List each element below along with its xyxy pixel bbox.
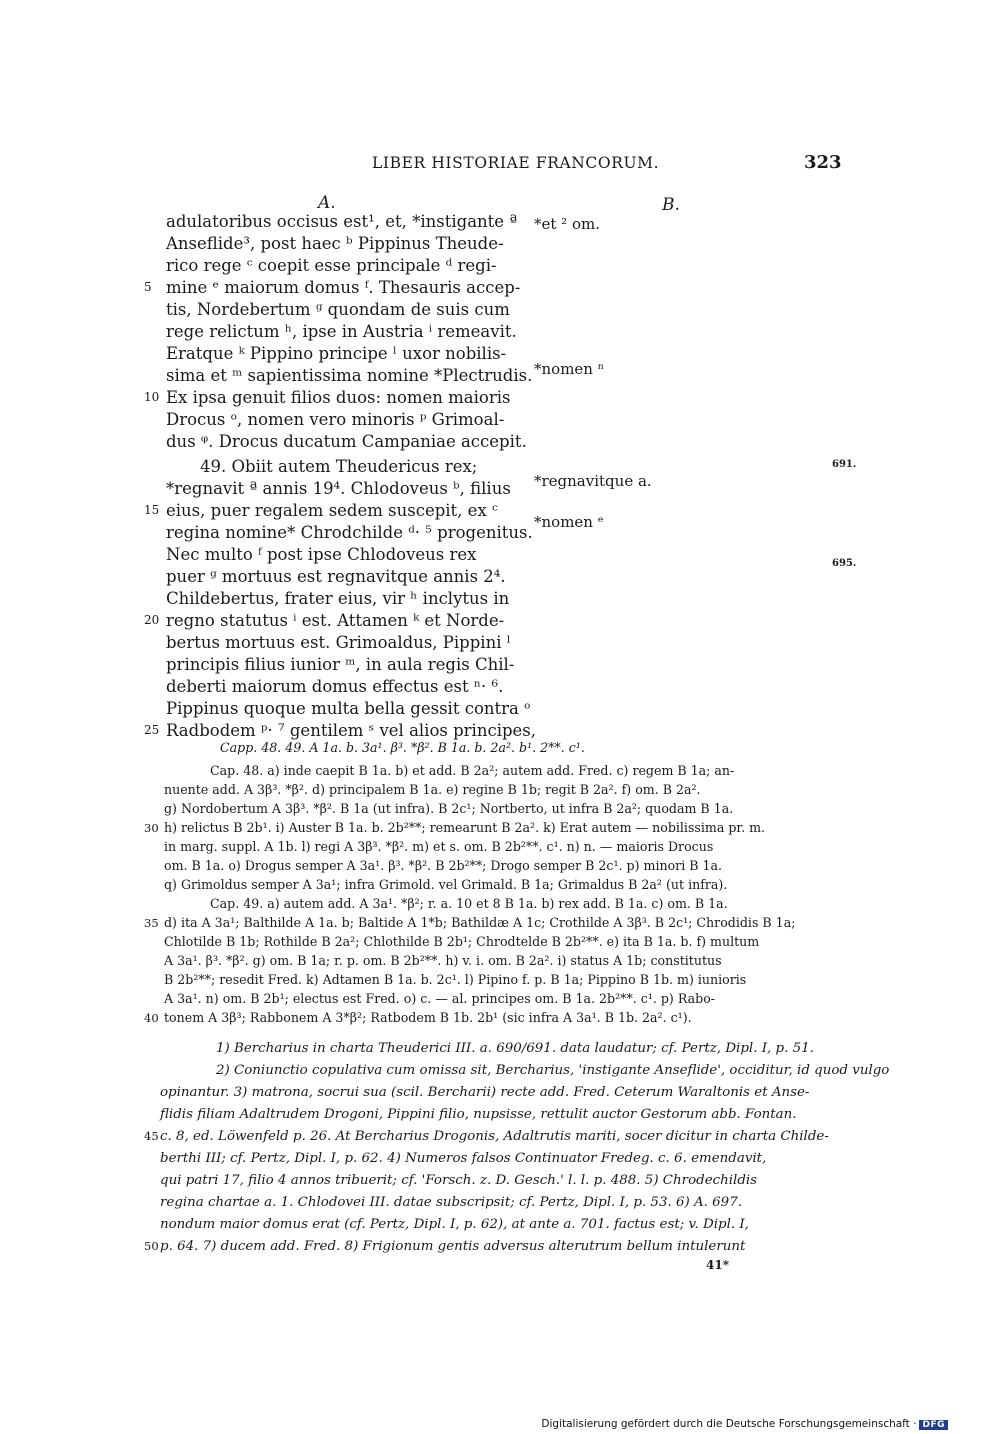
credit-text: Digitalisierung gefördert durch die Deutsche Forschungsgemeinschaft · <box>541 1418 917 1430</box>
margin-year: 691. <box>832 459 857 470</box>
main-line: *regnavit ª annis 19⁴. Chlodoveus ᵇ, filius <box>166 479 511 498</box>
footnote-line: 1) Bercharius in charta Theuderici III. a. 690/691. data laudatur; cf. Pertz, Dipl. I, p. 51. <box>216 1041 814 1056</box>
apparatus-line: Cap. 48. a) inde caepit B 1a. b) et add. B 2a²; autem add. Fred. c) regem B 1a; an- <box>210 763 735 778</box>
main-line: Eratque ᵏ Pippino principe ˡ uxor nobilis- <box>166 344 507 363</box>
main-line: Ex ipsa genuit filios duos: nomen maioris <box>166 388 511 407</box>
apparatus-line: Cap. 49. a) autem add. A 3a¹. *β²; r. a. 10 et 8 B 1a. b) rex add. B 1a. c) om. B 1a. <box>210 896 728 911</box>
line-number: 35 <box>144 916 159 930</box>
footnote-line: qui patri 17, filio 4 annos tribuerit; cf. 'Forsch. z. D. Gesch.' l. l. p. 488. 5) Chrodechildis <box>160 1173 758 1188</box>
apparatus-line: g) Nordobertum A 3β³. *β². B 1a (ut infra). B 2c¹; Nortberto, ut infra B 2a²; quodam B 1a. <box>164 801 734 816</box>
variant-b: *et ² om. <box>534 215 600 233</box>
apparatus-line: om. B 1a. o) Drogus semper A 3a¹. β³. *β². B 2b²**; Drogo semper B 2c¹. p) minori B 1a. <box>164 858 723 873</box>
apparatus-line: in marg. suppl. A 1b. l) regi A 3β³. *β². m) et s. om. B 2b²**. c¹. n) n. — maioris Drocus <box>164 839 714 854</box>
line-number: 30 <box>144 821 159 835</box>
line-number: 10 <box>144 390 160 404</box>
main-line: Drocus ᵒ, nomen vero minoris ᵖ Grimoal- <box>166 410 505 429</box>
main-line: mine ᵉ maiorum domus ᶠ. Thesauris accep- <box>166 278 521 297</box>
variant-b: *nomen ⁿ <box>534 360 605 378</box>
margin-year: 695. <box>832 558 857 569</box>
main-line: Nec multo ᶠ post ipse Chlodoveus rex <box>166 545 477 564</box>
signature-mark: 41* <box>706 1258 729 1272</box>
footnote-line: p. 64. 7) ducem add. Fred. 8) Frigionum gentis adversus alterutrum bellum intulerunt <box>160 1239 746 1254</box>
main-line: Anseflide³, post haec ᵇ Pippinus Theude- <box>166 234 504 253</box>
main-line: regno statutus ⁱ est. Attamen ᵏ et Norde- <box>166 611 505 630</box>
main-line: tis, Nordebertum ᵍ quondam de suis cum <box>166 300 510 319</box>
column-b-label: B. <box>662 195 680 215</box>
main-line: deberti maiorum domus effectus est ⁿ· ⁶. <box>166 677 504 696</box>
main-line: Childebertus, frater eius, vir ʰ inclytus in <box>166 589 510 608</box>
main-line: Radbodem ᵖ· ⁷ gentilem ˢ vel alios principes, <box>166 721 537 740</box>
apparatus-line: tonem A 3β³; Rabbonem A 3*β²; Ratbodem B 1b. 2b¹ (sic infra A 3a¹. B 1b. 2a². c¹). <box>164 1010 692 1025</box>
main-line: rege relictum ʰ, ipse in Austria ⁱ remeavit. <box>166 322 517 341</box>
footnote-line: opinantur. 3) matrona, socrui sua (scil. Bercharii) recte add. Fred. Ceterum Waraltonis et Anse- <box>160 1085 810 1100</box>
running-title: LIBER HISTORIAE FRANCORUM. <box>372 154 660 172</box>
line-number: 25 <box>144 723 160 737</box>
main-line: rico rege ᶜ coepit esse principale ᵈ regi- <box>166 256 497 275</box>
main-line: sima et ᵐ sapientissima nomine *Plectrudis. <box>166 366 533 385</box>
footnote-line: nondum maior domus erat (cf. Pertz, Dipl. I, p. 62), at ante a. 701. factus est; v. Dipl. I, <box>160 1217 749 1232</box>
apparatus-line: Capp. 48. 49. A 1a. b. 3a¹. β³. *β². B 1a. b. 2a². b¹. 2**. c¹. <box>220 740 585 755</box>
footnote-line: 2) Coniunctio copulativa cum omissa sit, Bercharius, 'instigante Anseflide', occiditur, id quod vulgo <box>216 1063 890 1078</box>
main-line: Pippinus quoque multa bella gessit contra ᵒ <box>166 699 531 718</box>
apparatus-line: h) relictus B 2b¹. i) Auster B 1a. b. 2b²**; remearunt B 2a². k) Erat autem — nobilissima pr. m. <box>164 820 766 835</box>
main-line: principis filius iunior ᵐ, in aula regis Chil- <box>166 655 515 674</box>
apparatus-line: Chlotilde B 1b; Rothilde B 2a²; Chlothilde B 2b¹; Chrodtelde B 2b²**. e) ita B 1a. b. f) multum <box>164 934 760 949</box>
line-number: 50 <box>144 1239 159 1253</box>
apparatus-line: d) ita A 3a¹; Balthilde A 1a. b; Baltide A 1*b; Bathildæ A 1c; Crothilde A 3β³. B 2c¹; Chrodidis B 1a; <box>164 915 796 930</box>
main-line: eius, puer regalem sedem suscepit, ex ᶜ <box>166 501 498 520</box>
main-line: puer ᵍ mortuus est regnavitque annis 2⁴. <box>166 567 506 586</box>
variant-b: *regnavitque a. <box>534 472 652 490</box>
apparatus-line: A 3a¹. β³. *β². g) om. B 1a; r. p. om. B 2b²**. h) v. i. om. B 2a². i) status A 1b; constitutus <box>164 953 722 968</box>
main-line: dus ᵠ. Drocus ducatum Campaniae accepit. <box>166 432 527 451</box>
line-number: 45 <box>144 1129 159 1143</box>
line-number: 20 <box>144 613 160 627</box>
column-a-label: A. <box>318 193 336 213</box>
main-line: adulatoribus occisus est¹, et, *instigante ª <box>166 212 518 231</box>
apparatus-line: nuente add. A 3β³. *β². d) principalem B 1a. e) regine B 1b; regit B 2a². f) om. B 2a². <box>164 782 701 797</box>
footnote-line: c. 8, ed. Löwenfeld p. 26. At Bercharius Drogonis, Adaltrutis mariti, socer dicitur in charta Childe- <box>160 1129 829 1144</box>
apparatus-line: q) Grimoldus semper A 3a¹; infra Grimold. vel Grimald. B 1a; Grimaldus B 2a² (ut infra). <box>164 877 728 892</box>
page-number: 323 <box>804 152 842 173</box>
main-line: regina nomine* Chrodchilde ᵈ· ⁵ progenitus. <box>166 523 533 542</box>
apparatus-line: B 2b²**; resedit Fred. k) Adtamen B 1a. b. 2c¹. l) Pipino f. p. B 1a; Pippino B 1b. m) iunioris <box>164 972 747 987</box>
footnote-line: berthi III; cf. Pertz, Dipl. I, p. 62. 4) Numeros falsos Continuator Fredeg. c. 6. emendavit, <box>160 1151 767 1166</box>
footnote-line: flidis filiam Adaltrudem Drogoni, Pippini filio, nupsisse, rettulit auctor Gestorum abb. Fontan. <box>160 1107 797 1122</box>
digitization-credit <box>541 1418 948 1430</box>
line-number: 15 <box>144 503 160 517</box>
main-line: 49. Obiit autem Theudericus rex; <box>200 457 478 476</box>
dfg-logo: DFG <box>919 1420 948 1430</box>
apparatus-line: A 3a¹. n) om. B 2b¹; electus est Fred. o) c. — al. principes om. B 1a. 2b²**. c¹. p) Rabo- <box>164 991 716 1006</box>
line-number: 5 <box>144 280 152 294</box>
variant-b: *nomen ᵉ <box>534 513 604 531</box>
line-number: 40 <box>144 1011 159 1025</box>
main-line: bertus mortuus est. Grimoaldus, Pippini ˡ <box>166 633 511 652</box>
footnote-line: regina chartae a. 1. Chlodovei III. datae subscripsit; cf. Pertz, Dipl. I, p. 53. 6) A. 697. <box>160 1195 742 1210</box>
